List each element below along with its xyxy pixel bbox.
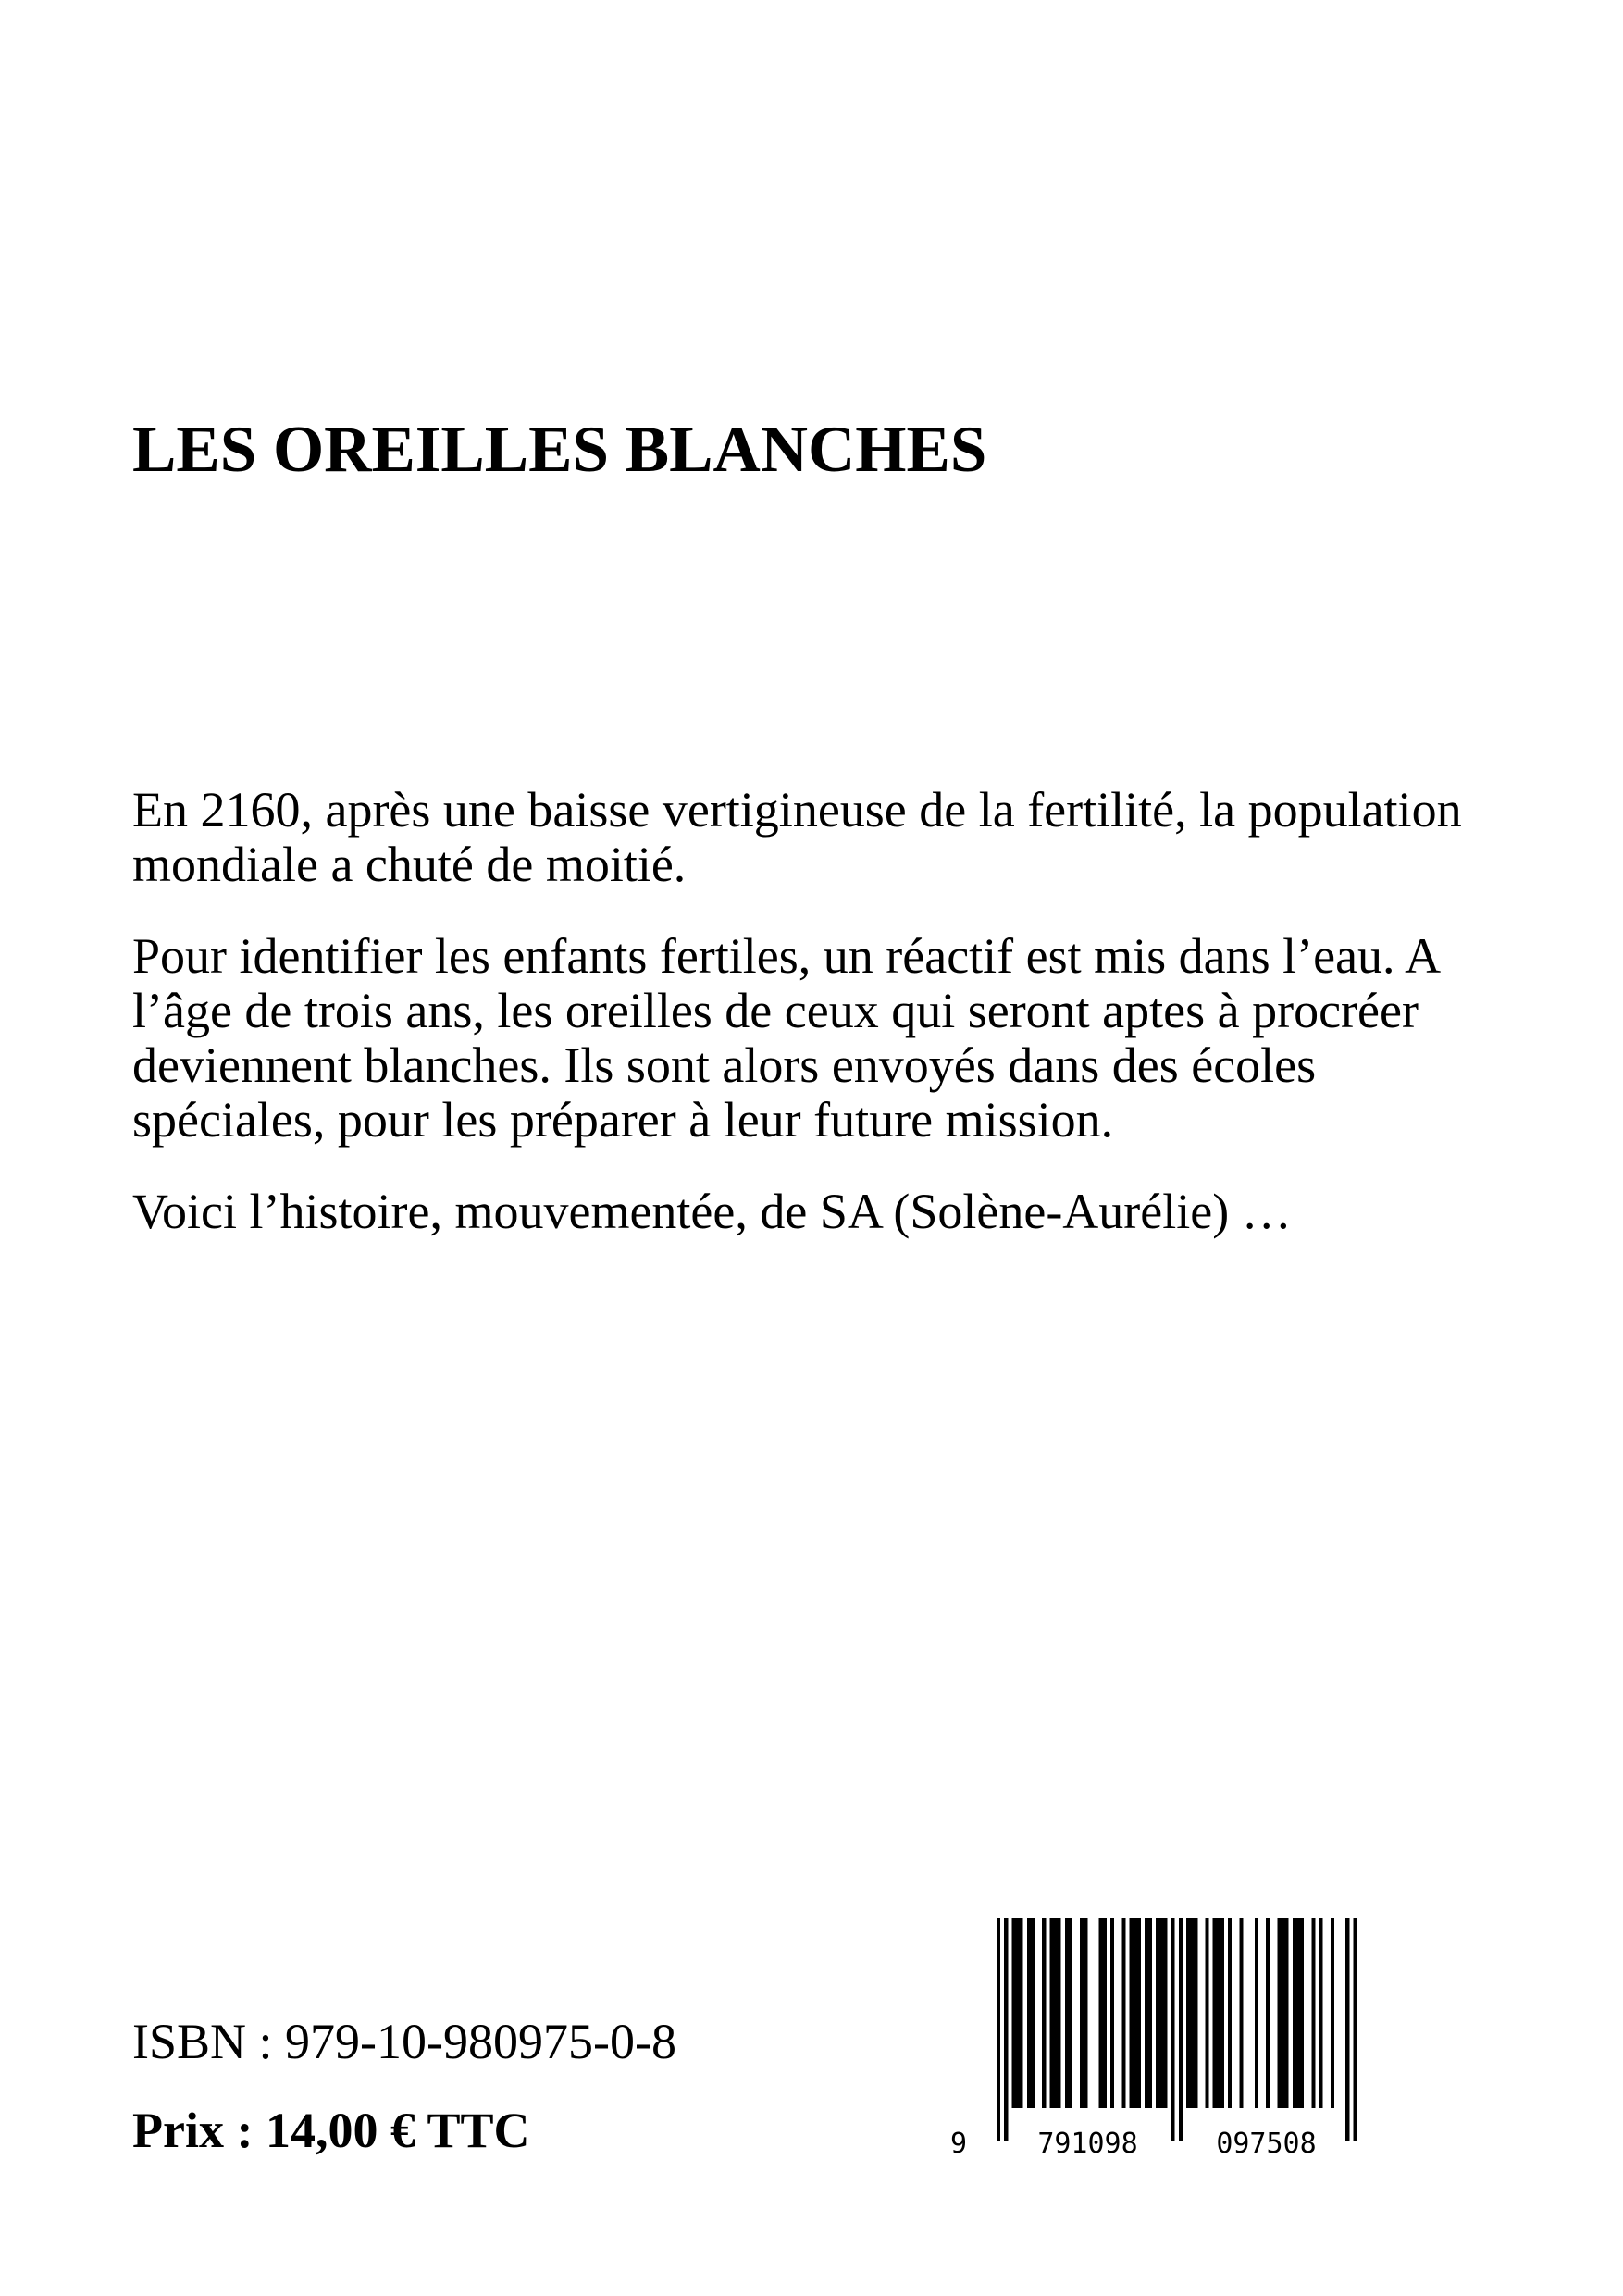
- price-text: Prix : 14,00 € TTC: [132, 2103, 530, 2158]
- synopsis-line: deviennent blanches. Ils sont alors envoyés dans des écoles: [132, 1037, 1317, 1093]
- barcode-bars: [997, 1918, 1357, 2141]
- ean13-barcode: [949, 1918, 1357, 2161]
- barcode-digits-left: 791098: [1037, 2128, 1138, 2160]
- barcode-digit-first: 9: [949, 2128, 967, 2160]
- isbn-text: ISBN : 979-10-980975-0-8: [132, 2014, 676, 2069]
- synopsis-line: En 2160, après une baisse vertigineuse de la fertilité, la population: [132, 782, 1462, 838]
- barcode-digits-right: 097508: [1216, 2128, 1317, 2160]
- synopsis-paragraph: [132, 783, 1462, 892]
- synopsis-line: Pour identifier les enfants fertiles, un réactif est mis dans l’eau. A: [132, 928, 1442, 984]
- synopsis: [132, 783, 1462, 1276]
- book-title: LES OREILLES BLANCHES: [132, 414, 987, 486]
- synopsis-line: mondiale a chuté de moitié.: [132, 837, 687, 892]
- synopsis-line: l’âge de trois ans, les oreilles de ceux qui seront aptes à procréer: [132, 983, 1419, 1038]
- synopsis-line: Voici l’histoire, mouvementée, de SA (Solène-Aurélie) …: [132, 1184, 1292, 1239]
- synopsis-paragraph: [132, 929, 1462, 1148]
- synopsis-paragraph: [132, 1185, 1462, 1239]
- synopsis-line: spéciales, pour les préparer à leur future mission.: [132, 1092, 1114, 1148]
